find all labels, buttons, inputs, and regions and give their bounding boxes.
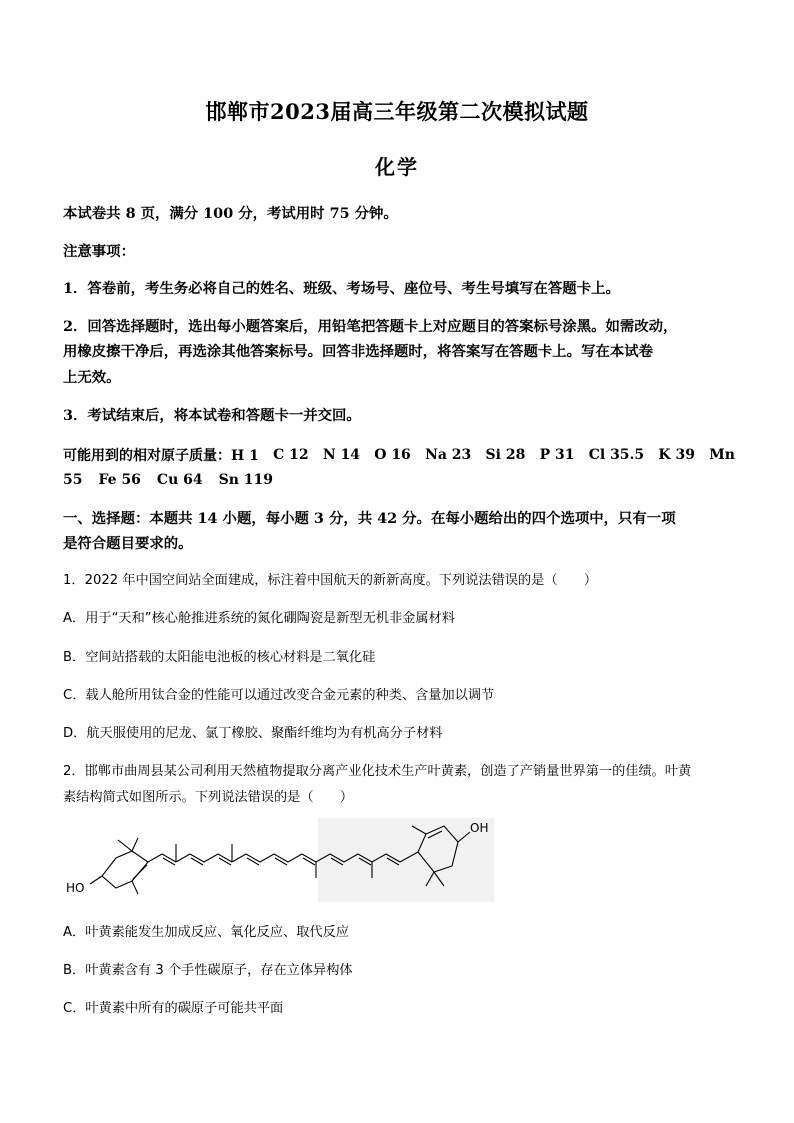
subject-title: 化学 — [375, 155, 419, 179]
atomic-masses-row-1 — [63, 442, 735, 467]
lutein-structure-diagram — [60, 818, 496, 902]
mass-si: Si 28 — [485, 446, 526, 463]
exam-title: 邯郸市2023届高三年级第二次模拟试题 — [205, 99, 589, 124]
atomic-masses-row-2 — [63, 467, 735, 492]
notice-item-2-line-2: 用橡皮擦干净后，再选涂其他答案标号。回答非选择题时，将答案写在答题卡上。写在本试卷 — [63, 343, 654, 360]
mass-mn-symbol: Mn — [709, 446, 735, 463]
scanned-background — [318, 818, 494, 902]
exam-summary: 本试卷共 8 页，满分 100 分，考试用时 75 分钟。 — [63, 205, 398, 222]
notice-item-1: 1．答卷前，考生务必将自己的姓名、班级、考场号、座位号、考生号填写在答题卡上。 — [63, 280, 620, 297]
notice-item-3: 3．考试结束后，将本试卷和答题卡一并交回。 — [63, 407, 361, 424]
question-2-option-b: B．叶黄素含有 3 个手性碳原子，存在立体异构体 — [63, 963, 353, 978]
notice-heading: 注意事项： — [63, 243, 135, 260]
question-2-option-c: C．叶黄素中所有的碳原子可能共平面 — [63, 1001, 284, 1016]
section-heading-line-2: 是符合题目要求的。 — [63, 535, 193, 552]
mass-k: K 39 — [658, 446, 695, 463]
mass-p: P 31 — [539, 446, 575, 463]
atomic-masses-label: 可能用到的相对原子质量：H 1 — [63, 447, 259, 464]
mass-cl: Cl 35.5 — [588, 446, 645, 463]
mass-sn: Sn 119 — [218, 471, 273, 488]
atomic-masses — [63, 442, 735, 492]
question-2-option-a: A．叶黄素能发生加成反应、氧化反应、取代反应 — [63, 925, 349, 940]
hydroxyl-label-left: HO — [66, 881, 85, 895]
section-heading-line-1: 一、选择题：本题共 14 小题，每小题 3 分，共 42 分。在每小题给出的四个选项中，只有一项 — [63, 510, 676, 527]
mass-fe: Fe 56 — [98, 471, 141, 488]
mass-mn-value: 55 — [63, 471, 83, 488]
question-2-stem-line-1: 2．邯郸市曲周县某公司利用天然植物提取分离产业化技术生产叶黄素，创造了产销量世界第一的佳绩。叶黄 — [63, 764, 692, 779]
mass-cu: Cu 64 — [156, 471, 203, 488]
notice-item-2-line-1: 2．回答选择题时，选出每小题答案后，用铅笔把答题卡上对应题目的答案标号涂黑。如需改动， — [63, 318, 678, 335]
question-1-option-d: D．航天服使用的尼龙、氯丁橡胶、聚酯纤维均为有机高分子材料 — [63, 726, 443, 741]
question-1-option-b: B．空间站搭载的太阳能电池板的核心材料是二氧化硅 — [63, 650, 376, 665]
mass-n: N 14 — [322, 446, 360, 463]
question-1-option-a: A．用于“天和”核心舱推进系统的氮化硼陶瓷是新型无机非金属材料 — [63, 611, 455, 626]
notice-item-2-line-3: 上无效。 — [63, 369, 121, 386]
question-2-stem-line-2: 素结构简式如图所示。下列说法错误的是（ ） — [63, 790, 354, 805]
mass-na: Na 23 — [425, 446, 472, 463]
mass-c: C 12 — [273, 446, 309, 463]
mass-o: O 16 — [374, 446, 411, 463]
hydroxyl-label-right: OH — [470, 821, 489, 835]
question-1-option-c: C．载人舱所用钛合金的性能可以通过改变合金元素的种类、含量加以调节 — [63, 688, 495, 703]
question-1-stem: 1．2022 年中国空间站全面建成，标注着中国航天的新新高度。下列说法错误的是（ ） — [63, 573, 598, 588]
